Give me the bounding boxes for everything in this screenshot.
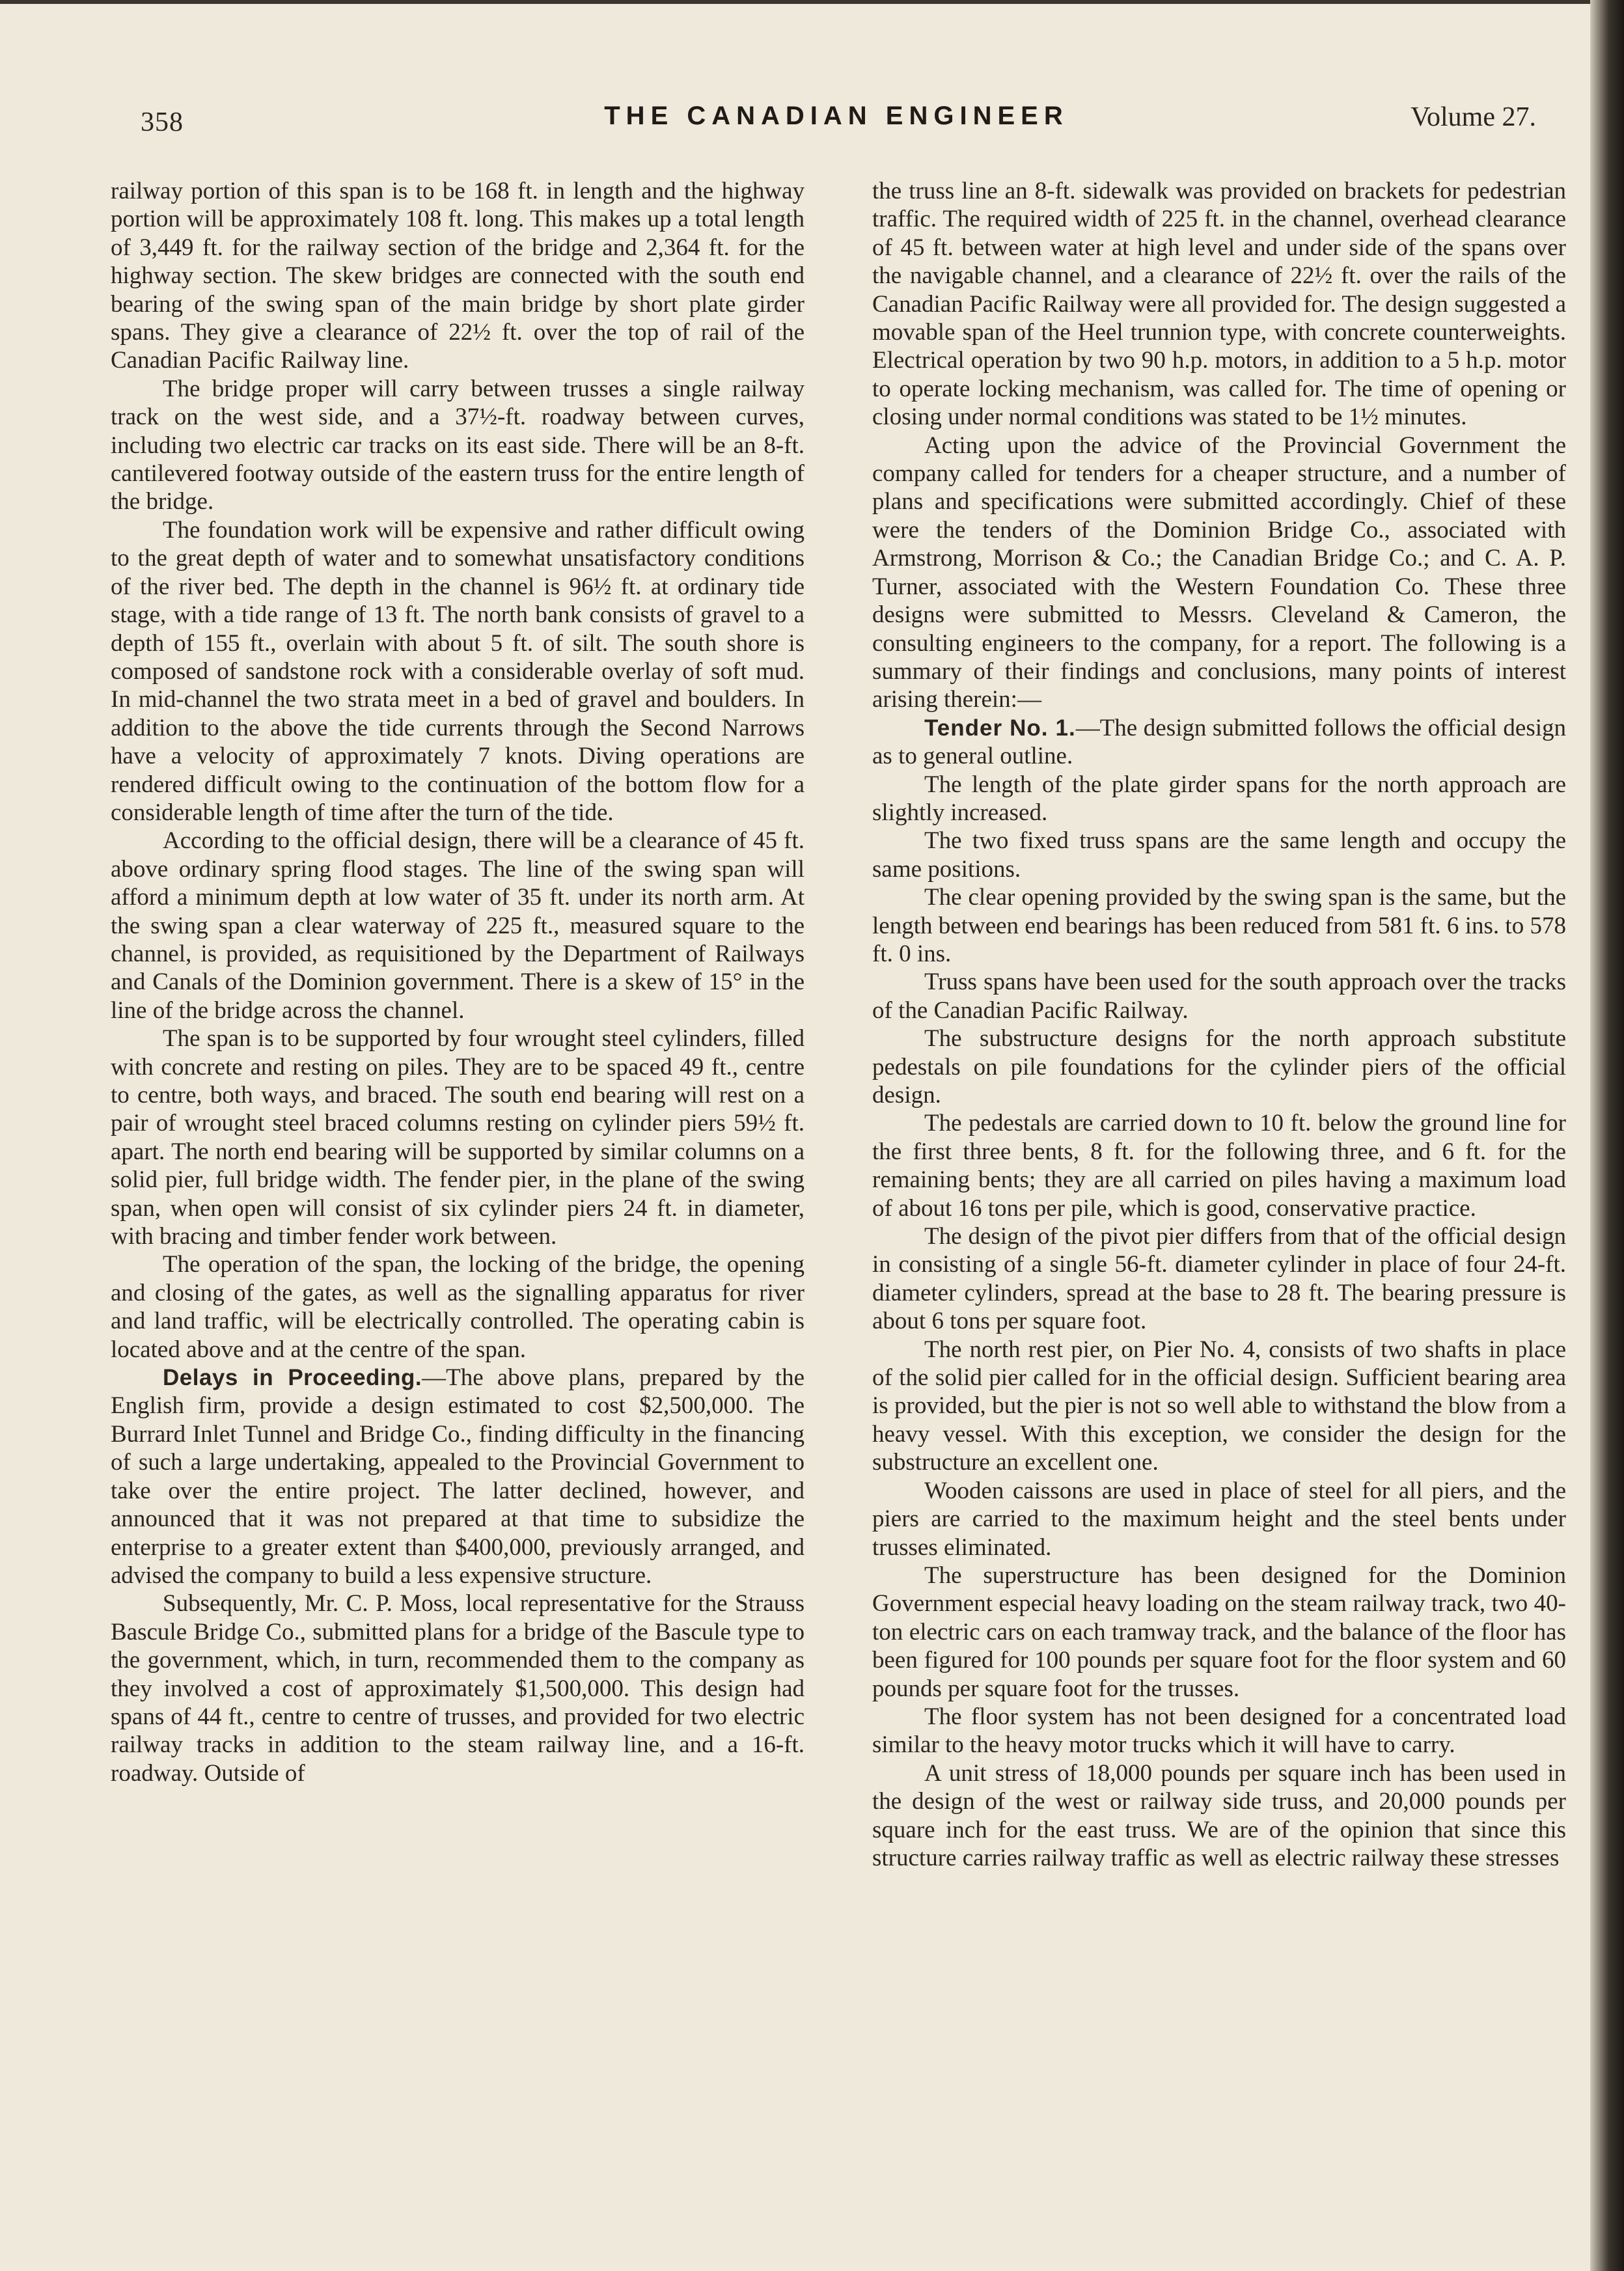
- paragraph: The length of the plate girder spans for the north approach are slightly increased.: [872, 771, 1566, 826]
- paragraph: Acting upon the advice of the Provincial Government the company called for tenders for a cheaper structure, and a number of plans and specifications were submitted accordingly. Chief of these were the tenders of the Dominion Bridge Co., associated with Armstrong, Morrison & Co.; the Canadian Bridge Co.; and C. A. P. Turner, associated with the Western Foundation Co. These three designs were submitted to Messrs. Cleveland & Cameron, the consulting engineers to the company, for a report. The following is a summary of their findings and conclusions, many points of interest arising therein:—: [872, 432, 1566, 713]
- paragraph: The clear opening provided by the swing span is the same, but the length between end bearings has been reduced from 581 ft. 6 ins. to 578 ft. 0 ins.: [872, 884, 1566, 967]
- paragraph: the truss line an 8-ft. sidewalk was provided on brackets for pedestrian traffic. The required width of 225 ft. in the channel, overhead clearance of 45 ft. between water at high level and under side of the spans over the navigable channel, and a clearance of 22½ ft. over the rails of the Canadian Pacific Railway were all provided for. The design suggested a movable span of the Heel trunnion type, with concrete counterweights. Electrical operation by two 90 h.p. motors, in addition to a 5 h.p. motor to operate locking mechanism, was called for. The time of opening or closing under normal conditions was stated to be 1½ minutes.: [872, 178, 1566, 431]
- paragraph: The bridge proper will carry between trusses a single railway track on the west side, and a 37½-ft. roadway between curves, including two electric car tracks on its east side. There will be an 8-ft. cantilevered footway outside of the eastern truss for the entire length of the bridge.: [111, 375, 805, 516]
- paragraph: Subsequently, Mr. C. P. Moss, local representative for the Strauss Bascule Bridge Co., submitted plans for a bridge of the Bascule type to the government, which, in turn, recommended them to the company as they involved a cost of approximately $1,500,000. This design had spans of 44 ft., centre to centre of trusses, and provided for two electric railway tracks in addition to the steam railway line, and a 16-ft. roadway. Outside of: [111, 1590, 805, 1787]
- paragraph: The design of the pivot pier differs from that of the official design in consisting of a single 56-ft. diameter cylinder in place of four 24-ft. diameter cylinders, spread at the base to 28 ft. The bearing pressure is about 6 tons per square foot.: [872, 1223, 1566, 1335]
- volume-label: Volume 27.: [1411, 102, 1536, 132]
- paragraph: The floor system has not been designed for a concentrated load similar to the heavy motor trucks which it will have to carry.: [872, 1703, 1566, 1759]
- paragraph: The foundation work will be expensive and rather difficult owing to the great depth of water and to somewhat unsatisfactory conditions of the river bed. The depth in the channel is 96½ ft. at ordinary tide stage, with a tide range of 13 ft. The north bank consists of gravel to a depth of 155 ft., overlain with about 5 ft. of silt. The south shore is composed of sandstone rock with a considerable overlay of soft mud. In mid-channel the two strata meet in a bed of gravel and boulders. In addition to the above the tide currents through the Second Narrows have a velocity of approximately 7 knots. Diving operations are rendered difficult owing to the continuation of the bottom flow for a considerable length of time after the turn of the tide.: [111, 516, 805, 826]
- paragraph: Wooden caissons are used in place of steel for all piers, and the piers are carried to the maximum height and the steel bents under trusses eliminated.: [872, 1477, 1566, 1561]
- paragraph: The north rest pier, on Pier No. 4, consists of two shafts in place of the solid pier called for in the official design. Sufficient bearing area is provided, but the pier is not so well able to withstand the blow from a heavy vessel. With this exception, we consider the design for the substructure an excellent one.: [872, 1336, 1566, 1476]
- paragraph: According to the official design, there will be a clearance of 45 ft. above ordinary spring flood stages. The line of the swing span will afford a minimum depth at low water of 35 ft. under its north arm. At the swing span a clear waterway of 225 ft., measured square to the channel, is provided, as requisitioned by the Department of Railways and Canals of the Dominion government. There is a skew of 15° in the line of the bridge across the channel.: [111, 827, 805, 1024]
- page-number: 358: [141, 107, 184, 137]
- paragraph: The substructure designs for the north approach substitute pedestals on pile foundations for the cylinder piers of the official design.: [872, 1025, 1566, 1108]
- paragraph: railway portion of this span is to be 168 ft. in length and the highway portion will be approximately 108 ft. long. This makes up a total length of 3,449 ft. for the railway section of the bridge and 2,364 ft. for the highway section. The skew bridges are connected with the south end bearing of the swing span of the main bridge by short plate girder spans. They give a clearance of 22½ ft. over the top of rail of the Canadian Pacific Railway line.: [111, 178, 805, 374]
- tender-heading: Tender No. 1.: [924, 715, 1076, 741]
- page-header: [137, 98, 1536, 137]
- paragraph-with-heading: [111, 1364, 805, 1590]
- section-heading: Delays in Proceeding.: [163, 1365, 422, 1391]
- page-top-edge: [0, 0, 1624, 4]
- paragraph: The span is to be supported by four wrought steel cylinders, filled with concrete and resting on piles. They are to be spaced 49 ft., centre to centre, both ways, and braced. The south end bearing will rest on a pair of wrought steel braced columns resting on cylinder piers 59½ ft. apart. The north end bearing will be supported by similar columns on a solid pier, full bridge width. The fender pier, in the plane of the swing span, when open will consist of six cylinder piers 24 ft. in diameter, with bracing and timber fender work between.: [111, 1025, 805, 1250]
- paragraph: The two fixed truss spans are the same length and occupy the same positions.: [872, 827, 1566, 883]
- paragraph: Truss spans have been used for the south approach over the tracks of the Canadian Pacific Railway.: [872, 969, 1566, 1024]
- paragraph-text: —The design submitted follows the official design as to general outline.: [872, 714, 1566, 770]
- paragraph: A unit stress of 18,000 pounds per square inch has been used in the design of the west or railway side truss, and 20,000 pounds per square inch for the east truss. We are of the opinion that since this structure carries railway traffic as well as electric railway these stresses: [872, 1759, 1566, 1871]
- left-column: [111, 177, 805, 2182]
- paragraph: The operation of the span, the locking of the bridge, the opening and closing of the gates, as well as the signalling apparatus for river and land traffic, will be electrically controlled. The operating cabin is located above and at the centre of the span.: [111, 1251, 805, 1363]
- paragraph-with-heading: [872, 714, 1566, 771]
- right-column: [872, 177, 1566, 2182]
- page-binding-edge: [1590, 0, 1624, 2271]
- journal-title: THE CANADIAN ENGINEER: [604, 102, 1069, 130]
- paragraph: The pedestals are carried down to 10 ft. below the ground line for the first three bents, 8 ft. for the following three, and 6 ft. for the remaining bents; they are all carried on piles having a maximum load of about 16 tons per pile, which is good, conservative practice.: [872, 1110, 1566, 1222]
- paragraph-text: —The above plans, prepared by the English firm, provide a design estimated to cost $2,500,000. The Burrard Inlet Tunnel and Bridge Co., finding difficulty in the financing of such a large undertaking, appealed to the Provincial Government to take over the entire project. The latter declined, however, and announced that it was not prepared at that time to subsidize the enterprise to a greater extent than $400,000, previously arranged, and advised the company to build a less expensive structure.: [111, 1364, 805, 1589]
- paragraph: The superstructure has been designed for the Dominion Government especial heavy loading on the steam railway track, two 40-ton electric cars on each tramway track, and the balance of the floor has been figured for 100 pounds per square foot for the floor system and 60 pounds per square foot for the trusses.: [872, 1562, 1566, 1702]
